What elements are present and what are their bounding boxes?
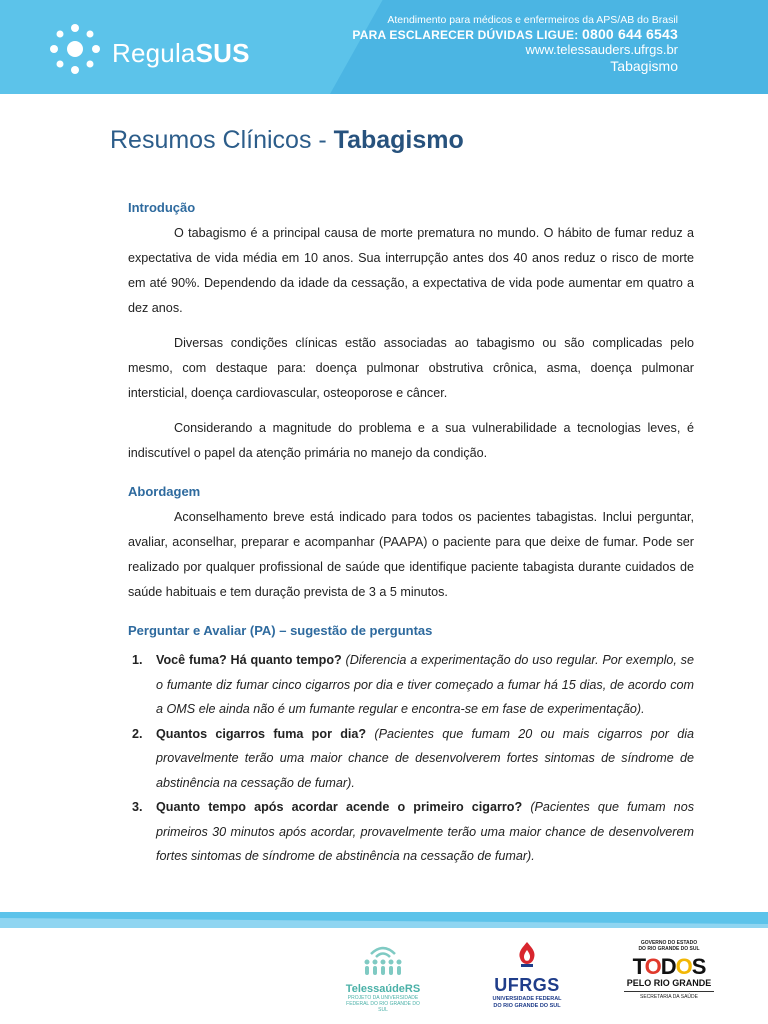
- todos-subtitle: PELO RIO GRANDE: [626, 978, 712, 988]
- list-number: 2.: [132, 726, 143, 741]
- section-heading-perguntar-avaliar: Perguntar e Avaliar (PA) – sugestão de perguntas: [128, 623, 433, 638]
- section-heading-introducao: Introdução: [128, 200, 196, 215]
- title-prefix: Resumos Clínicos -: [110, 126, 334, 154]
- ufrgs-sub-2: DO RIO GRANDE DO SUL: [493, 1003, 561, 1009]
- list-number: 3.: [132, 800, 143, 814]
- phone-prefix: PARA ESCLARECER DÚVIDAS LIGUE:: [352, 28, 582, 43]
- list-item: [128, 722, 694, 796]
- header-banner: [0, 0, 768, 94]
- phone-number: 0800 644 6543: [581, 26, 678, 43]
- intro-paragraph-3: Considerando a magnitude do problema e a sua vulnerabilidade a tecnologias leves, é indiscutível o papel da atenção primária no manejo da condição.: [128, 421, 694, 460]
- list-number: 1.: [132, 653, 143, 667]
- question-text: Você fuma? Há quanto tempo?: [156, 653, 342, 667]
- logo-sus: SUS: [195, 38, 250, 68]
- telessauders-name: TelessaúdeRS: [345, 983, 421, 995]
- header-phone-line: [352, 26, 678, 43]
- list-item: [128, 648, 694, 722]
- regulasus-logo-text: [112, 38, 250, 69]
- ufrgs-name: UFRGS: [494, 975, 560, 995]
- header-topic: Tabagismo: [610, 57, 678, 74]
- telessauders-sub-2: FEDERAL DO RIO GRANDE DO SUL: [346, 1001, 420, 1013]
- section-heading-abordagem: Abordagem: [128, 484, 201, 499]
- list-item: [128, 795, 694, 869]
- intro-paragraph-2: Diversas condições clínicas estão associadas ao tabagismo ou são complicadas pelo mesmo, com destaque para: doença pulmonar obstrutiva crônica, asma, doença pulmonar intersticial, doença cardiovascular, osteoporose e câncer.: [128, 336, 694, 400]
- header-audience-line: Atendimento para médicos e enfermeiros da APS/AB do Brasil: [387, 14, 678, 26]
- question-note: (Pacientes que fumam nos primeiros 30 minutos após acordar, provavelmente terão uma maior chance de desenvolverem fortes sintomas de síndrome de abstinência na cessação de fumar).: [156, 800, 694, 863]
- secretaria-label: SECRETARIA DA SAÚDE: [624, 991, 714, 1000]
- document-body: [128, 200, 694, 869]
- ufrgs-flame-icon: [512, 940, 542, 968]
- header-contact-info: [352, 14, 678, 74]
- ufrgs-logo: [482, 940, 572, 1010]
- telessauders-sub-1: PROJETO DA UNIVERSIDADE: [347, 995, 419, 1001]
- gov-line-2: DO RIO GRANDE DO SUL: [638, 946, 700, 952]
- regulasus-logo-icon: [48, 22, 102, 76]
- telessauders-logo: [345, 942, 421, 1013]
- question-note: (Pacientes que fumam 20 ou mais cigarros por dia provavelmente terão uma maior chance de desenvolverem fortes sintomas de síndrome de abstinência na cessação de fumar).: [156, 726, 695, 790]
- ufrgs-sub-1: UNIVERSIDADE FEDERAL: [492, 996, 562, 1002]
- logo-regula: Regula: [112, 38, 196, 68]
- gov-line-1: GOVERNO DO ESTADO: [640, 940, 698, 946]
- question-text: Quanto tempo após acordar acende o primeiro cigarro?: [156, 800, 523, 814]
- todos-wordmark: TODOS: [632, 954, 706, 979]
- title-topic: Tabagismo: [333, 126, 464, 154]
- telessauders-logo-icon: [361, 942, 405, 976]
- page-title: [110, 126, 464, 155]
- header-website: www.telessauders.ufrgs.br: [525, 41, 678, 57]
- question-note: (Diferencia a experimentação do uso regular. Por exemplo, se o fumante diz fumar cinco cigarros por dia e tiver começado a fumar há 15 dias, de acordo com a OMS ele ainda não é um fumante regular e encontra-se em fase de experimentação).: [156, 653, 694, 716]
- question-text: Quantos cigarros fuma por dia?: [156, 726, 367, 741]
- question-list: [128, 648, 694, 869]
- abordagem-paragraph: Aconselhamento breve está indicado para todos os pacientes tabagistas. Inclui perguntar, avaliar, aconselhar, preparar e acompanhar (PAAPA) o paciente para que deixe de fumar. Pode ser realizado por qualquer profissional de saúde que identifique paciente tabagista durante cuidados de saúde habituais e tem duração prevista de 3 a 5 minutos.: [128, 510, 694, 599]
- intro-paragraph-1: O tabagismo é a principal causa de morte prematura no mundo. O hábito de fumar reduz a expectativa de vida média em 10 anos. Sua interrupção antes dos 40 anos reduz o risco de morte em até 90%. Dependendo da idade da cessação, a expectativa de vida pode aumentar em quatro a dez anos.: [128, 226, 694, 315]
- todos-pelo-rio-grande-logo: [624, 940, 714, 1000]
